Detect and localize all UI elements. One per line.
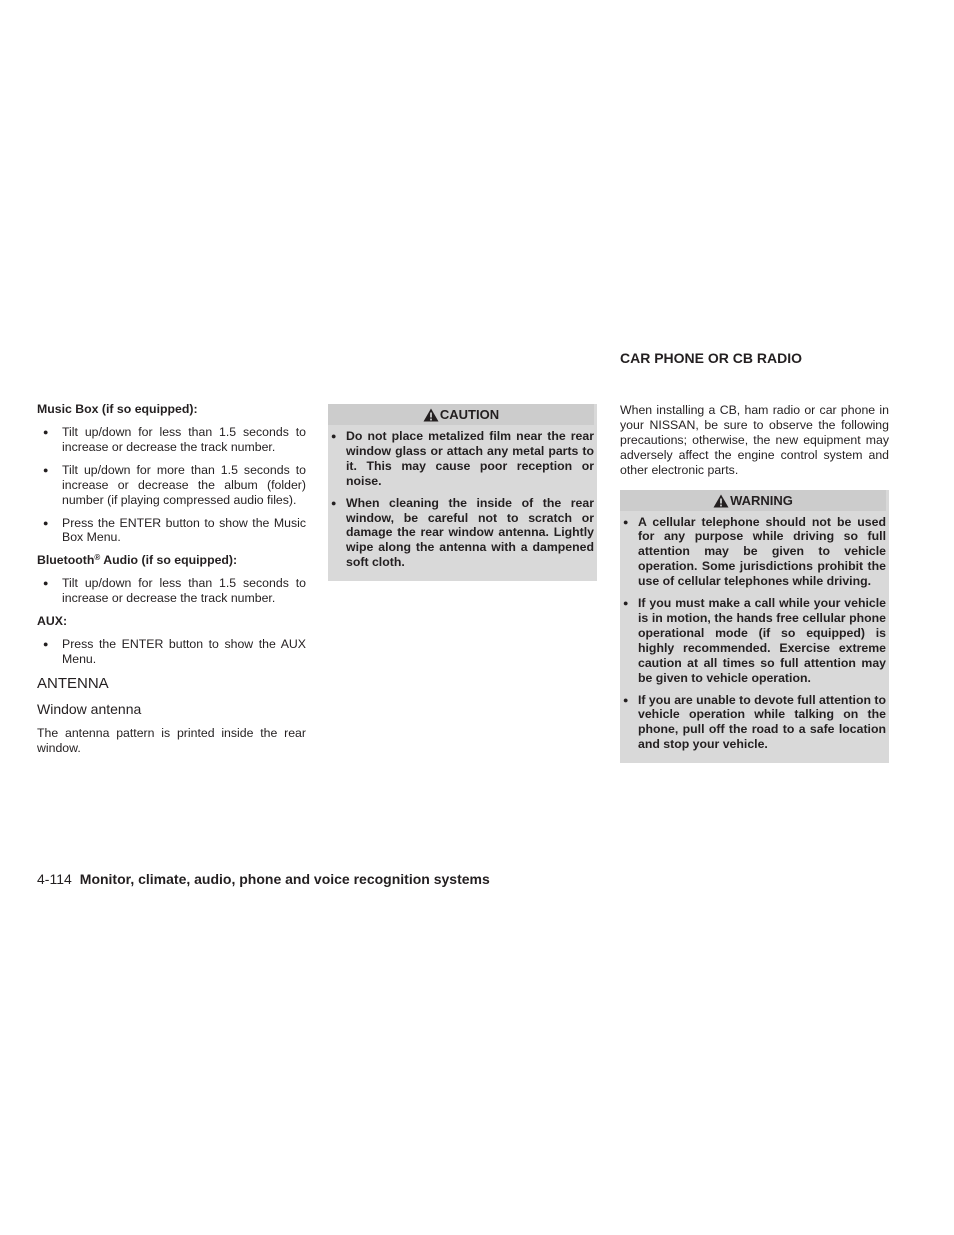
list-item: ● Press the ENTER button to show the AUX Menu.	[37, 637, 306, 667]
section-title: Monitor, climate, audio, phone and voice recognition systems	[79, 871, 490, 887]
warning-triangle-icon	[713, 494, 729, 508]
list-item: ● Tilt up/down for less than 1.5 seconds to increase or decrease the track number.	[37, 576, 306, 606]
caution-box	[328, 404, 597, 581]
bluetooth-list	[37, 576, 306, 606]
registered-mark: ®	[94, 553, 101, 563]
bluetooth-heading-pre: Bluetooth	[37, 553, 95, 568]
warning-triangle-icon	[423, 408, 439, 422]
car-phone-intro: When installing a CB, ham radio or car phone in your NISSAN, be sure to observe the following precautions; otherwise, the new equipment may adversely affect the engine control system and other electronic parts.	[620, 403, 889, 477]
aux-list	[37, 637, 306, 667]
bluetooth-heading	[37, 553, 306, 568]
caution-title	[328, 404, 594, 425]
page-number: 4-114	[37, 871, 72, 887]
list-item: ● A cellular telephone should not be used for any purpose while driving so full attention may be given to vehicle operation. Some jurisdictions prohibit the use of cellular telephones while driving.	[620, 515, 886, 590]
warning-list	[620, 511, 886, 753]
list-item: ● If you are unable to devote full attention to vehicle operation while talking on the phone, pull off the road to a safe location and stop your vehicle.	[620, 693, 886, 753]
warning-box	[620, 490, 889, 764]
window-antenna-heading: Window antenna	[37, 700, 142, 717]
right-column	[620, 350, 889, 763]
list-item: ● When cleaning the inside of the rear window, be careful not to scratch or damage the rear window antenna. Lightly wipe along the antenna with a dampened soft cloth.	[328, 496, 594, 571]
page-footer	[37, 871, 490, 888]
caution-list	[328, 425, 594, 570]
aux-heading: AUX:	[37, 614, 68, 629]
left-column	[37, 402, 306, 756]
list-item: ● Do not place metalized film near the rear window glass or attach any metal parts to it. This may cause poor reception or noise.	[328, 429, 594, 489]
bluetooth-heading-post: Audio (if so equipped):	[100, 553, 238, 568]
list-item: ● Tilt up/down for more than 1.5 seconds to increase or decrease the album (folder) number (if playing compressed audio files).	[37, 463, 306, 508]
antenna-paragraph: The antenna pattern is printed inside the rear window.	[37, 725, 306, 755]
music-box-heading: Music Box (if so equipped):	[37, 402, 198, 416]
antenna-heading: ANTENNA	[37, 674, 109, 692]
car-phone-heading: CAR PHONE OR CB RADIO	[620, 350, 803, 366]
warning-title	[620, 490, 886, 511]
music-box-list	[37, 425, 306, 545]
warning-label: WARNING	[730, 492, 793, 508]
caution-label: CAUTION	[439, 407, 500, 422]
list-item: ● Tilt up/down for less than 1.5 seconds to increase or decrease the track number.	[37, 425, 306, 455]
list-item: ● Press the ENTER button to show the Music Box Menu.	[37, 516, 306, 546]
list-item: ● If you must make a call while your vehicle is in motion, the hands free cellular phone operational mode (if so equipped) is highly recommended. Exercise extreme caution at all times so full attention may be given to vehicle operation.	[620, 596, 886, 685]
